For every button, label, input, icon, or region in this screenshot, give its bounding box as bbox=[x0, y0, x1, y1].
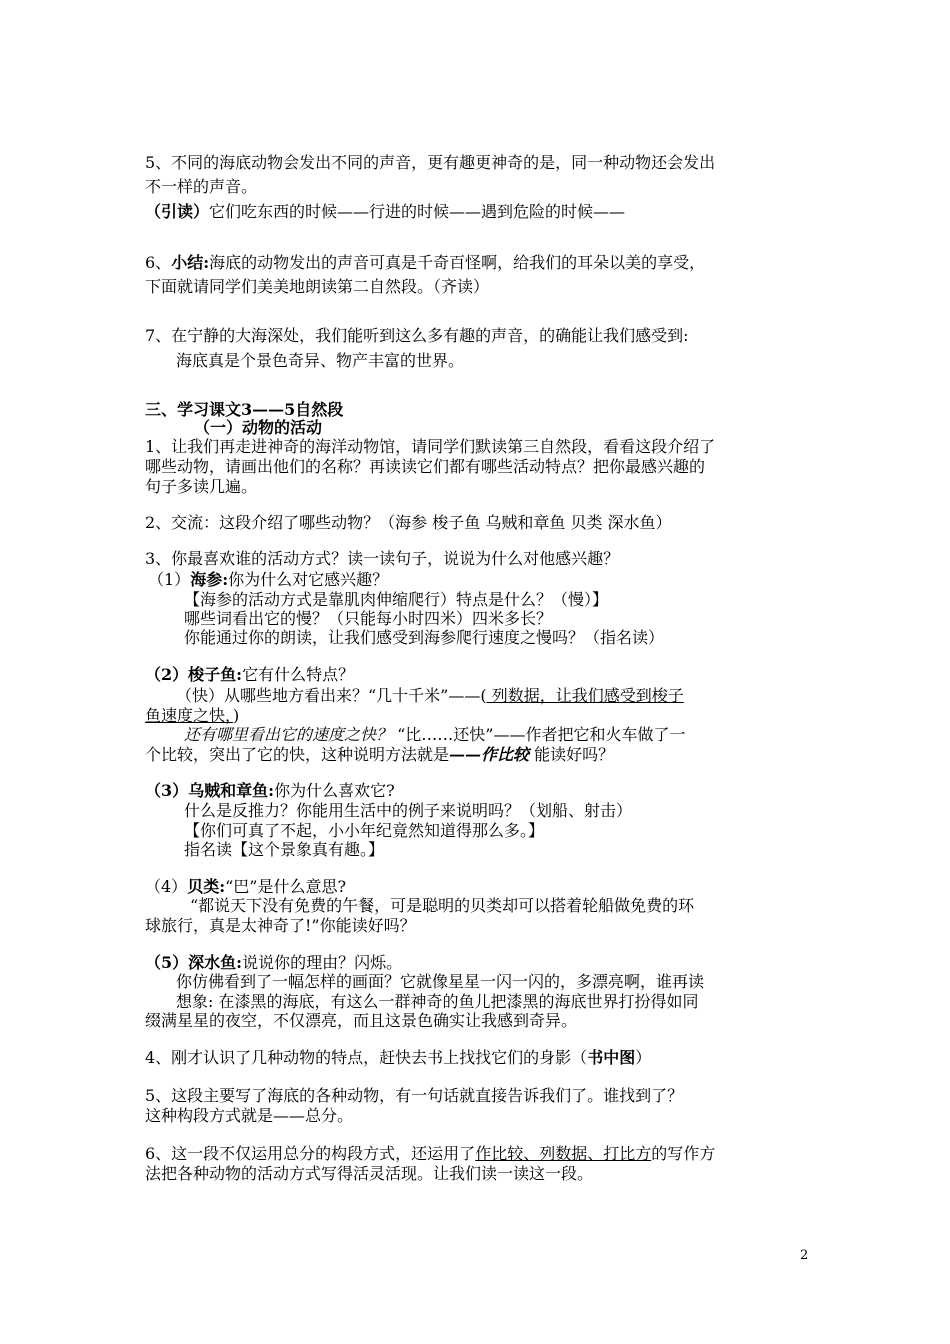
wuzei-line4: 指名读【这个景象真有趣。】 bbox=[184, 840, 385, 859]
tail-p6-underlined: 作比较、列数据、打比方 bbox=[475, 1144, 652, 1163]
haishen-question: 你为什么对它感兴趣？ bbox=[228, 570, 389, 589]
haishen-line1 bbox=[148, 569, 388, 591]
shenshui-line3: 想象: 在漆黑的海底，有这么一群神奇的鱼儿把漆黑的海底世界打扮得如同 bbox=[176, 992, 699, 1011]
shenshui-line4: 缀满星星的夜空，不仅漂亮，而且这景色确实让我感到奇异。 bbox=[145, 1011, 578, 1030]
wuzei-num: （3） bbox=[145, 781, 189, 800]
s5-yindu bbox=[145, 201, 625, 223]
tail-p6-line2: 法把各种动物的活动方式写得活灵活现。让我们读一读这一段。 bbox=[145, 1164, 594, 1183]
wuzei-question: 你为什么喜欢它? bbox=[274, 781, 395, 800]
suozi-line5-emphasis: ——作比较 bbox=[449, 745, 530, 764]
tail-p4-post: ） bbox=[635, 1048, 652, 1067]
wuzei-label: 乌贼和章鱼: bbox=[188, 781, 275, 800]
wuzei-line2: 什么是反推力？你能用生活中的例子来说明吗？（划船、射击） bbox=[184, 801, 633, 820]
s6-line1 bbox=[145, 252, 705, 274]
yindu-label: （引读） bbox=[145, 202, 210, 221]
suozi-line4-italic: 还有哪里看出它的速度之快？ bbox=[184, 725, 393, 744]
shenshui-label: 深水鱼: bbox=[188, 953, 243, 972]
p1-line2: 哪些动物，请画出他们的名称？再读读它们都有哪些活动特点？把你最感兴趣的 bbox=[145, 457, 706, 476]
wuzei-line3: 【你们可真了不起，小小年纪竟然知道得那么多。】 bbox=[184, 821, 545, 840]
suozi-question: 它有什么特点？ bbox=[242, 665, 355, 684]
beilei-line2: “都说天下没有免费的午餐，可是聪明的贝类却可以搭着轮船做免费的环 bbox=[190, 896, 695, 915]
tail-p5-line1: 5、这段主要写了海底的各种动物，有一句话就直接告诉我们了。谁找到了？ bbox=[145, 1086, 684, 1105]
haishen-label: 海参: bbox=[190, 570, 229, 589]
tail-p6-post: 的写作方 bbox=[651, 1144, 716, 1163]
tail-p6-line1 bbox=[145, 1143, 715, 1165]
haishen-line2: 【海参的活动方式是靠肌肉伸缩爬行）特点是什么？（慢）】 bbox=[184, 590, 609, 609]
shenshui-num: （5） bbox=[145, 953, 189, 972]
s6-label: 小结: bbox=[171, 253, 210, 272]
suozi-label: 梭子鱼: bbox=[188, 665, 243, 684]
shenshui-question: 说说你的理由？闪烁。 bbox=[242, 953, 403, 972]
s5-line2: 不一样的声音。 bbox=[145, 177, 258, 196]
suozi-line4-rest: “比……还快”——作者把它和火车做了一 bbox=[392, 725, 686, 744]
s7-line2: 海底真是个景色奇异、物产丰富的世界。 bbox=[176, 351, 465, 370]
s7-line1: 7、在宁静的大海深处，我们能听到这么多有趣的声音，的确能让我们感受到: bbox=[145, 326, 689, 345]
tail-p5-line2: 这种构段方式就是——总分。 bbox=[145, 1106, 354, 1125]
beilei-question: “巴”是什么意思? bbox=[225, 877, 347, 896]
suozi-line5 bbox=[145, 744, 614, 766]
section-heading: 三、学习课文3——5自然段 bbox=[145, 400, 344, 419]
beilei-num: （4） bbox=[145, 877, 188, 896]
subsection-heading: （一）动物的活动 bbox=[194, 418, 323, 437]
shenshui-line2: 你仿佛看到了一幅怎样的画面？它就像星星一闪一闪的，多漂亮啊，谁再读 bbox=[176, 972, 705, 991]
tail-p4 bbox=[145, 1047, 651, 1069]
wuzei-line1 bbox=[145, 780, 395, 802]
suozi-num: （2） bbox=[145, 665, 189, 684]
suozi-line3-post: ) bbox=[233, 706, 240, 725]
p3: 3、你最喜欢谁的活动方式？读一读句子，说说为什么对他感兴趣？ bbox=[145, 549, 620, 568]
suozi-line2-pre: （快）从哪些地方看出来？“几十千米”——( bbox=[176, 686, 487, 705]
suozi-line2-underlined: 列数据，让我们感受到梭子 bbox=[486, 686, 684, 705]
beilei-line3: 球旅行，真是太神奇了!”你能读好吗？ bbox=[145, 916, 416, 935]
haishen-line3: 哪些词看出它的慢？（只能每小时四米）四米多长？ bbox=[184, 609, 553, 628]
p1-line3: 句子多读几遍。 bbox=[145, 477, 258, 496]
suozi-line4 bbox=[184, 724, 685, 746]
s6-line1-rest: 海底的动物发出的声音可真是千奇百怪啊，给我们的耳朵以美的享受， bbox=[209, 253, 706, 272]
suozi-line2 bbox=[176, 685, 684, 707]
suozi-line3-underlined: 鱼速度之快， bbox=[145, 706, 234, 725]
p1-line1: 1、让我们再走进神奇的海洋动物馆，请同学们默读第三自然段，看看这段介绍了 bbox=[145, 437, 716, 456]
suozi-line5-post: 能读好吗？ bbox=[529, 745, 615, 764]
tail-p4-bold: 书中图 bbox=[587, 1048, 636, 1067]
suozi-line5-pre: 个比较，突出了它的快，这种说明方法就是 bbox=[145, 745, 450, 764]
p2: 2、交流：这段介绍了哪些动物？（海参 梭子鱼 乌贼和章鱼 贝类 深水鱼） bbox=[145, 513, 672, 532]
suozi-line1 bbox=[145, 664, 354, 686]
page-number: 2 bbox=[800, 1248, 809, 1263]
haishen-num: （1） bbox=[148, 570, 191, 589]
beilei-label: 贝类: bbox=[187, 877, 226, 896]
s6-prefix: 6、 bbox=[145, 253, 172, 272]
yindu-text: 它们吃东西的时候——行进的时候——遇到危险的时候—— bbox=[209, 202, 626, 221]
haishen-line4: 你能通过你的朗读，让我们感受到海参爬行速度之慢吗？（指名读） bbox=[184, 628, 665, 647]
s5-line1: 5、不同的海底动物会发出不同的声音，更有趣更神奇的是，同一种动物还会发出 bbox=[145, 153, 716, 172]
s6-line2: 下面就请同学们美美地朗读第二自然段。（齐读） bbox=[145, 277, 490, 296]
tail-p6-pre: 6、这一段不仅运用总分的构段方式，还运用了 bbox=[145, 1144, 476, 1163]
tail-p4-pre: 4、刚才认识了几种动物的特点，赶快去书上找找它们的身影（ bbox=[145, 1048, 588, 1067]
